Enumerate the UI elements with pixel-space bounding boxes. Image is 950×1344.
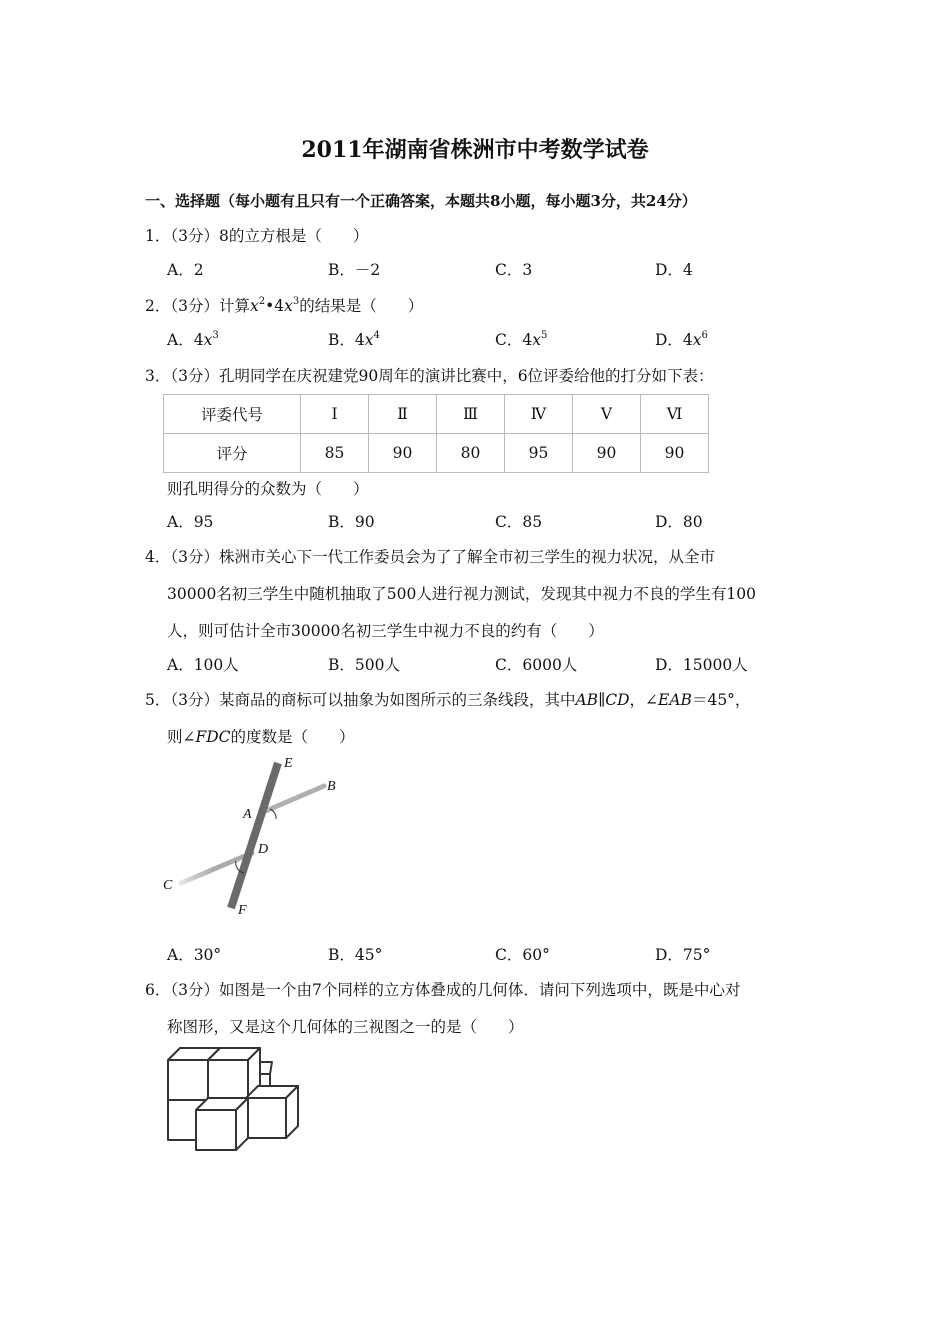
question-4-line-3: 人，则可估计全市30000名初三学生中视力不良的约有（ ）: [167, 622, 604, 640]
question-3-stem: 3．（3分）孔明同学在庆祝建党90周年的演讲比赛中，6位评委给他的打分如下表：: [145, 367, 714, 385]
section-heading: 一、选择题（每小题有且只有一个正确答案，本题共8小题，每小题3分，共24分）: [145, 192, 697, 210]
label-c: C: [163, 878, 173, 893]
q2-option-b: B．$4x^4$: [328, 330, 380, 349]
q5-option-c: C．60°: [495, 946, 550, 964]
q3-option-b: B．90: [328, 513, 375, 531]
question-1-stem: 1．（3分）8的立方根是（ ）: [145, 227, 369, 245]
table-cell: 80: [437, 434, 505, 473]
label-b: B: [327, 779, 336, 794]
table-cell: Ⅱ: [369, 395, 437, 434]
q5-option-a: A．30°: [167, 946, 222, 964]
label-f: F: [238, 903, 247, 918]
q1-option-d: D．4: [655, 261, 693, 279]
table-cell: Ⅲ: [437, 395, 505, 434]
question-6-line-1: 6．（3分）如图是一个由7个同样的立方体叠成的几何体．请问下列选项中，既是中心对: [145, 981, 741, 999]
cube-bottom-right-front: [246, 1098, 286, 1138]
segment-ef: [231, 763, 278, 908]
label-d: D: [258, 842, 269, 857]
q3-option-d: D．80: [655, 513, 703, 531]
trademark-figure: [160, 750, 350, 920]
table-cell: Ⅳ: [505, 395, 573, 434]
q4-option-d: D．15000人: [655, 656, 748, 674]
table-cell: 85: [301, 434, 369, 473]
table-cell: 90: [641, 434, 709, 473]
table-row: [164, 434, 709, 473]
cube-front-front: [196, 1110, 236, 1150]
q2-option-c: C．$4x^5$: [495, 330, 548, 349]
question-3-prompt: 则孔明得分的众数为（ ）: [167, 480, 369, 498]
question-2-stem: 2．（3分）计算$x^2•4x^3$的结果是（ ）: [145, 296, 424, 315]
q5-option-d: D．75°: [655, 946, 711, 964]
cube-top-mid-front: [208, 1060, 248, 1100]
q5-option-b: B．45°: [328, 946, 383, 964]
label-a: A: [243, 807, 252, 822]
q2-option-d: D．$4x^6$: [655, 330, 708, 349]
cube-top-left-front: [168, 1060, 208, 1100]
table-cell: 95: [505, 434, 573, 473]
table-header-row: [164, 395, 709, 434]
table-cell: 90: [573, 434, 641, 473]
label-e: E: [284, 756, 293, 771]
table-cell: Ⅰ: [301, 395, 369, 434]
table-cell: 评分: [164, 434, 301, 473]
question-4-line-1: 4．（3分）株洲市关心下一代工作委员会为了了解全市初三学生的视力状况，从全市: [145, 548, 715, 566]
table-cell: Ⅴ: [573, 395, 641, 434]
page-title: 2011年湖南省株洲市中考数学试卷: [301, 137, 649, 163]
q3-option-c: C．85: [495, 513, 543, 531]
question-5-line-1: 5．（3分）某商品的商标可以抽象为如图所示的三条线段，其中AB∥CD，∠EAB＝45°，: [145, 691, 751, 709]
table-cell: Ⅵ: [641, 395, 709, 434]
q4-option-b: B．500人: [328, 656, 400, 674]
q1-option-a: A．2: [167, 261, 204, 279]
table-cell: 评委代号: [164, 395, 301, 434]
q4-option-c: C．6000人: [495, 656, 578, 674]
table-cell: 90: [369, 434, 437, 473]
cube-stack-figure: [160, 1042, 305, 1157]
q2-option-a: A．$4x^3$: [167, 330, 219, 349]
question-5-line-2: 则∠FDC的度数是（ ）: [167, 728, 355, 746]
question-4-line-2: 30000名初三学生中随机抽取了500人进行视力测试，发现其中视力不良的学生有100: [167, 585, 756, 603]
q3-option-a: A．95: [167, 513, 214, 531]
q4-option-a: A．100人: [167, 656, 239, 674]
q1-option-b: B．－2: [328, 261, 381, 279]
score-table: [163, 394, 709, 473]
question-6-line-2: 称图形，又是这个几何体的三视图之一的是（ ）: [167, 1018, 524, 1036]
q1-option-c: C．3: [495, 261, 533, 279]
